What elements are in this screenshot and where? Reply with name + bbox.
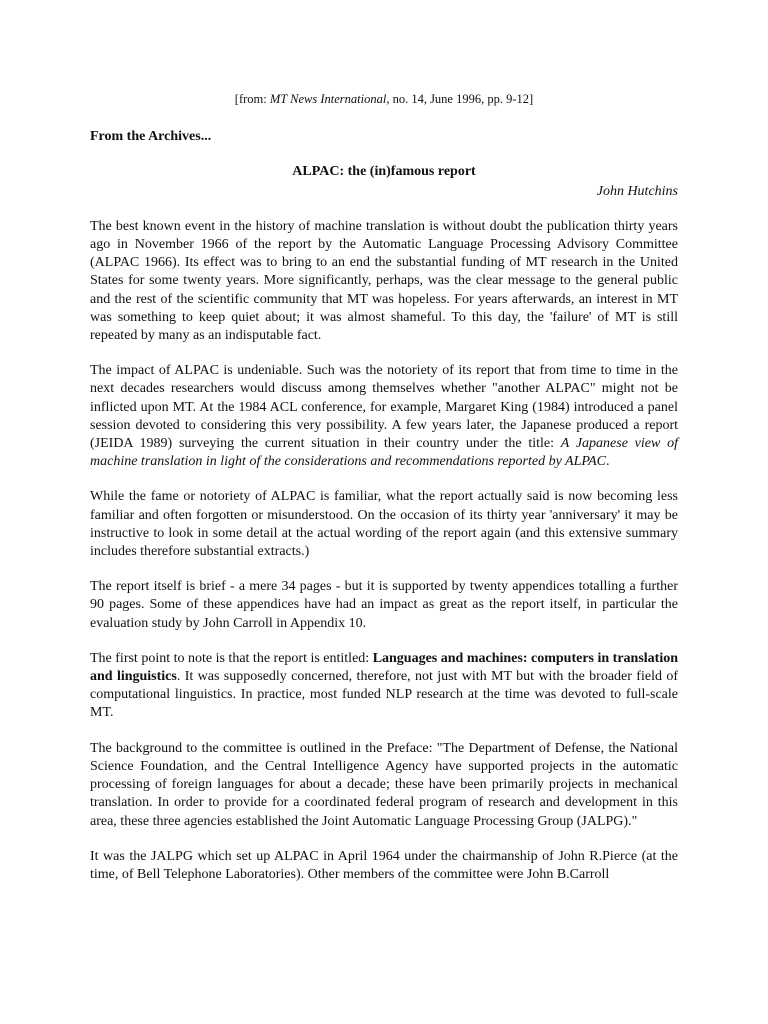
source-suffix: , no. 14, June 1996, pp. 9-12]	[386, 92, 534, 106]
paragraph-4: The report itself is brief - a mere 34 pages - but it is supported by twenty appendices totalling a further 90 pages. Some of these appendices have had an impact as great as the report itself, in particular the evaluation study by John Carroll in Appendix 10.	[90, 579, 678, 631]
source-journal: MT News International	[269, 92, 387, 106]
paragraph-1: The best known event in the history of machine translation is without doubt the publication thirty years ago in November 1966 of the report by the Automatic Language Processing Advisory Committee (ALPAC 1966). Its effect was to bring to an end the substantial funding of MT research in the United States for some twenty years. More significantly, perhaps, was the clear message to the general public and the rest of the scientific community that MT was hopeless. For years afterwards, an interest in MT was something to keep quiet about; it was almost shameful. To this day, the 'failure' of MT is still repeated by many as an indisputable fact.	[90, 218, 678, 344]
section-heading: From the Archives...	[90, 129, 212, 145]
paragraph-2	[90, 362, 678, 471]
article-author: John Hutchins	[596, 183, 678, 199]
paragraph-3: While the fame or notoriety of ALPAC is familiar, what the report actually said is now becoming less familiar and often forgotten or misunderstood. On the occasion of its thirty year 'anniversary' it may be instructive to look in some detail at the actual wording of the report again (and this extensive summary includes therefore substantial extracts.)	[90, 489, 678, 560]
paragraph-7: It was the JALPG which set up ALPAC in April 1964 under the chairmanship of John R.Pierce (at the time, of Bell Telephone Laboratories). Other members of the committee were John B.Carroll	[90, 848, 678, 882]
paragraph-2-italic-title: A Japanese view of machine translation in light of the considerations and recommendations reported by ALPAC	[90, 436, 678, 470]
paragraph-2-text: The impact of ALPAC is undeniable. Such was the notoriety of its report that from time to time in the next decades researchers would discuss among themselves whether "another ALPAC" might not be inflicted upon MT. At the 1984 ACL conference, for example, Margaret King (1984) introduced a panel session devoted to considering this very possibility. A few years later, the Japanese produced a report (JEIDA 1989) surveying the current situation in their country under the title:	[90, 363, 678, 452]
paragraph-2-end: .	[606, 454, 610, 470]
source-prefix: [from:	[234, 92, 270, 106]
paragraph-5-text: The first point to note is that the report is entitled:	[90, 650, 373, 666]
article-title: ALPAC: the (in)famous report	[292, 164, 476, 180]
paragraph-6: The background to the committee is outlined in the Preface: "The Department of Defense, the National Science Foundation, and the Central Intelligence Agency have supported projects in the automatic processing of foreign languages for about a decade; these have been primarily projects in mechanical translation. In order to provide for a coordinated federal program of research and development in this area, these three agencies established the Joint Automatic Language Processing Group (JALPG)."	[90, 740, 678, 829]
paragraph-5	[90, 650, 678, 723]
document-page	[90, 90, 678, 884]
source-citation	[90, 90, 678, 108]
paragraph-5-end: . It was supposedly concerned, therefore, not just with MT but with the broader field of computational linguistics. In practice, most funded NLP research at the time was devoted to full-scale MT.	[90, 669, 678, 721]
paragraph-5-report-title: Languages and machines: computers in translation and linguistics	[90, 650, 678, 685]
